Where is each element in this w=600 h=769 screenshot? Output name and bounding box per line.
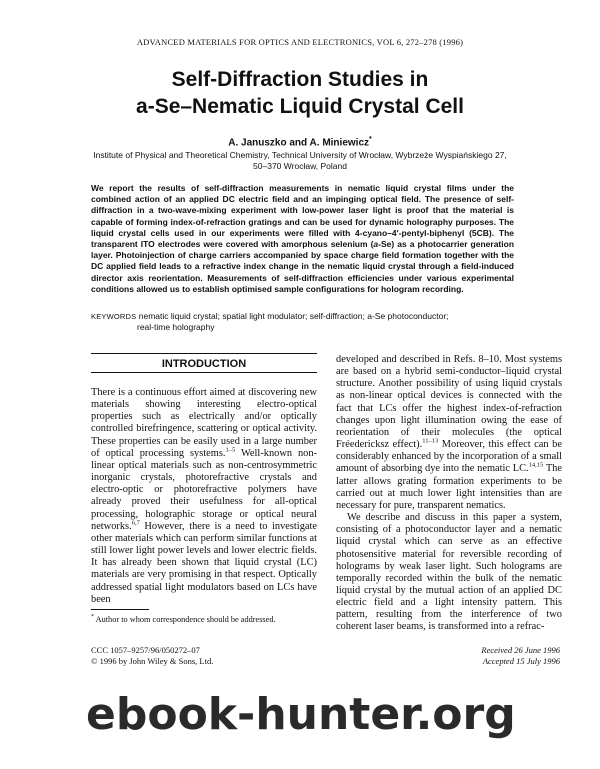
author-list <box>0 136 600 148</box>
body-column-left <box>91 387 317 606</box>
intro-paragraph-2: We describe and discuss in this paper a system, consisting of a photoconductor layer and a nematic liquid crystal which can serve as an effective photosensitive material for reversible recording of holograms by weak laser light. Such holograms are temporally recorded within the bulk of the nematic liquid crystal by the mutual action of an applied DC electric field and a light intensity pattern. This pattern, resulting from the interference of two coherent laser beams, is transformed into a refrac- <box>336 512 562 633</box>
paper-title <box>0 66 600 120</box>
abstract-italic-a: a <box>373 239 379 250</box>
intro-paragraph-continued <box>336 354 562 512</box>
footnote <box>91 614 331 624</box>
footnote-divider <box>91 609 149 610</box>
affiliation-line-1: Institute of Physical and Theoretical Chemistry, Technical University of Wrocław, Wybrzeże Wyspiańskiego 27, <box>93 150 507 160</box>
footnote-marker: * <box>91 614 94 620</box>
author-names: A. Januszko and A. Miniewicz <box>228 137 370 149</box>
reference-superscript: 1–5 <box>225 446 236 454</box>
body-text: There is a continuous effort aimed at discovering new materials showing interesting electro-optical properties such as electrically and/or optically controlled birefringence, scattering or optical activity. These properties can be easily used in a large number of optical processing systems. <box>91 387 317 459</box>
intro-paragraph-1 <box>91 387 317 606</box>
body-text: developed and described in Refs. 8–10. Most systems are based on a hybrid semi-conductor–liquid crystal structure. Another possibility of using liquid crystals as non-linear optical devices is connected with the fact that LCs offer the highest index-of-refraction changes upon light illumination owing the ease of reorientation of their molecules (the optical Fréedericksz effect). <box>336 354 562 451</box>
section-heading: INTRODUCTION <box>161 358 247 370</box>
body-text: However, there is a need to investigate other materials which can perform similar functions at still lower light power levels and lower electric fields. It has already been shown that liquid crystal (LC) materials are very promising in that respect. Optically addressed spatial light modulators based on LCs have been <box>91 520 317 605</box>
title-line-2: a-Se–Nematic Liquid Crystal Cell <box>136 95 464 118</box>
title-line-1: Self-Diffraction Studies in <box>171 68 429 91</box>
body-column-right <box>336 354 562 634</box>
affiliation-line-2: 50–370 Wrocław, Poland <box>253 161 347 171</box>
body-text: Well-known non-linear optical materials such as non-centrosymmetric inorganic crystals, photorefractive crystals and electro-optic or photorefractive polymers have already proved their usefulness for all-optical processing, holographic storage or optical neural networks. <box>91 447 317 532</box>
abstract-text-part-2: -Se) as a photocarrier generation layer. Photoinjection of charge carriers accompanied by space charge field formation together with the DC applied field leads to a refractive index change in the nematic liquid crystal through a field-induced director axis reorientation. Measurements of self-diffraction efficiencies under various experimental conditions allowed us to establish optimised sample configurations for hologram recording. <box>91 239 515 294</box>
section-heading-box <box>91 353 317 373</box>
watermark: ebook-hunter.org <box>86 689 516 740</box>
received-dates <box>350 645 560 667</box>
received-date: Received 26 June 1996 <box>481 645 560 655</box>
keywords-line-1: nematic liquid crystal; spatial light modulator; self-diffraction; a-Se photoconductor; <box>138 311 449 321</box>
reference-superscript: 14,15 <box>528 461 544 469</box>
abstract <box>91 183 514 295</box>
affiliation <box>0 150 600 172</box>
keywords-line-2: real-time holography <box>137 322 215 333</box>
keywords-label: KEYWORDS <box>91 312 137 321</box>
reference-superscript: 6,7 <box>131 519 140 527</box>
accepted-date: Accepted 15 July 1996 <box>482 656 560 666</box>
reference-superscript: 11–13 <box>422 437 439 445</box>
publication-info <box>91 645 341 667</box>
body-text: Moreover, this effect can be considerably enhanced by the incorporation of a small amount of absorbing dye into the nematic LC. <box>336 439 562 475</box>
corresponding-marker: * <box>369 136 372 143</box>
footnote-text: Author to whom correspondence should be addressed. <box>94 614 276 624</box>
keywords <box>91 311 514 333</box>
ccc-code: CCC 1057–9257/96/050272–07 <box>91 645 200 655</box>
journal-header: ADVANCED MATERIALS FOR OPTICS AND ELECTRONICS, VOL 6, 272–278 (1996) <box>136 37 464 47</box>
abstract-text-part-1: We report the results of self-diffraction measurements in nematic liquid crystal films under the combined action of an applied DC electric field and an impinging optical field. The presence of self-diffraction in a two-wave-mixing experiment with low-power laser light is proof that the material is capable of forming index-of-refraction gratings and can be used for dynamic holography purposes. The liquid crystal cells used in our experiments were filled with 4-cyano–4′-pentyl-biphenyl (5CB). The transparent ITO electrodes were covered with amorphous selenium ( <box>91 183 514 250</box>
body-text: The latter allows grating formation experiments to be carried out at much lower light intensities than are necessary for pure, transparent nematics. <box>336 463 562 511</box>
copyright: © 1996 by John Wiley & Sons, Ltd. <box>91 656 214 666</box>
